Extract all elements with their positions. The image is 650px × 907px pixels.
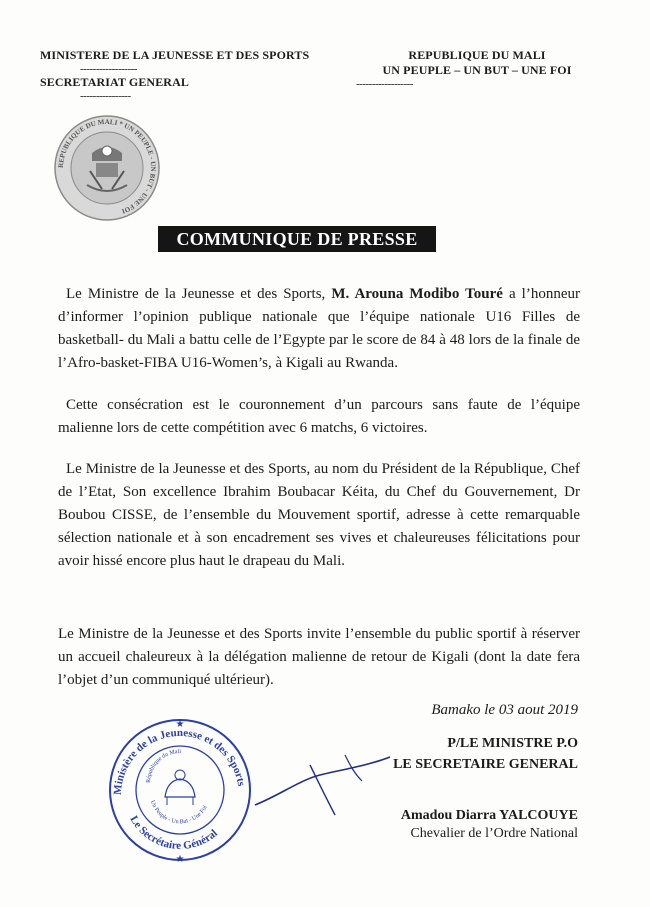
official-stamp	[105, 715, 255, 865]
svg-text:Un Peuple - Un But - Une Foi	[149, 800, 209, 826]
paragraph-congratulations: Le Ministre de la Jeunesse et des Sports, au nom du Président de la République, Chef de l’Etat, Son excellence Ibrahim Boubacar Kéita, du Chef du Gouvernement, Dr Boubou CISSE, de l’ensemble du Mouvement sportif, adresse à cette remarquable sélection nationale et à son encadrement ses vives et chaleureuses félicitations pour avoir hissé encore plus haut le drapeau du Mali.	[58, 461, 580, 569]
stamp-text: République du Mali	[145, 748, 182, 784]
stamp-text: Ministère de la Jeunesse et des Sports	[111, 727, 248, 796]
header-left	[40, 48, 330, 102]
coat-of-arms-seal	[52, 113, 162, 223]
paragraph-text: Le Ministre de la Jeunesse et des Sports,	[66, 286, 332, 302]
place-date: Bamako le 03 aout 2019	[431, 702, 578, 718]
header-separator: ----------------	[80, 90, 131, 102]
paragraph-text: a l’honneur d’informer l’opinion publique nationale que l’équipe nationale U16 Filles de basketball- du Mali a battu celle de l’Egypte par le score de 84 à 48 lors de la finale de l’Afro-basket-FIBA U16-Women’s, à Kigali au Rwanda.	[58, 286, 580, 371]
national-motto: UN PEUPLE – UN BUT – UNE FOI	[382, 63, 572, 77]
stamp-text: Un Peuple - Un But - Une Foi	[149, 799, 209, 826]
header-separator: ------------------	[80, 63, 137, 75]
secretariat-name: SECRETARIAT GENERAL	[40, 75, 189, 89]
signatory-mention: P/LE MINISTRE P.O	[447, 736, 578, 751]
page-title: COMMUNIQUE DE PRESSE	[158, 226, 436, 252]
signatory-role: LE SECRETAIRE GENERAL	[393, 757, 578, 772]
signatory-name: Amadou Diarra YALCOUYE	[400, 808, 578, 823]
paragraph-announcement	[58, 283, 580, 375]
stamp-text: Le Secrétaire Général	[127, 813, 220, 852]
paragraph-record: Cette consécration est le couronnement d’un parcours sans faute de l’équipe malienne lors de cette compétition avec 6 matchs, 6 victoires.	[58, 397, 580, 436]
ministry-name: MINISTERE DE LA JEUNESSE ET DES SPORTS	[40, 48, 310, 62]
republic-name: REPUBLIQUE DU MALI	[408, 48, 546, 62]
header-right	[352, 48, 602, 90]
seal-text: REPUBLIQUE DU MALI * UN PEUPLE - UN BUT - UNE FOI	[56, 117, 158, 216]
svg-text:★: ★	[175, 719, 185, 730]
svg-text:★: ★	[175, 854, 185, 865]
minister-name: M. Arouna Modibo Touré	[331, 286, 503, 302]
handwritten-signature	[250, 735, 410, 825]
header-separator: ------------------	[356, 78, 413, 90]
signatory-distinction: Chevalier de l’Ordre National	[410, 826, 578, 841]
paragraph-invitation: Le Ministre de la Jeunesse et des Sports invite l’ensemble du public sportif à réserver un accueil chaleureux à la délégation malienne de retour de Kigali (dont la date fera l’objet d’un communiqué ultérieur).	[58, 626, 580, 688]
